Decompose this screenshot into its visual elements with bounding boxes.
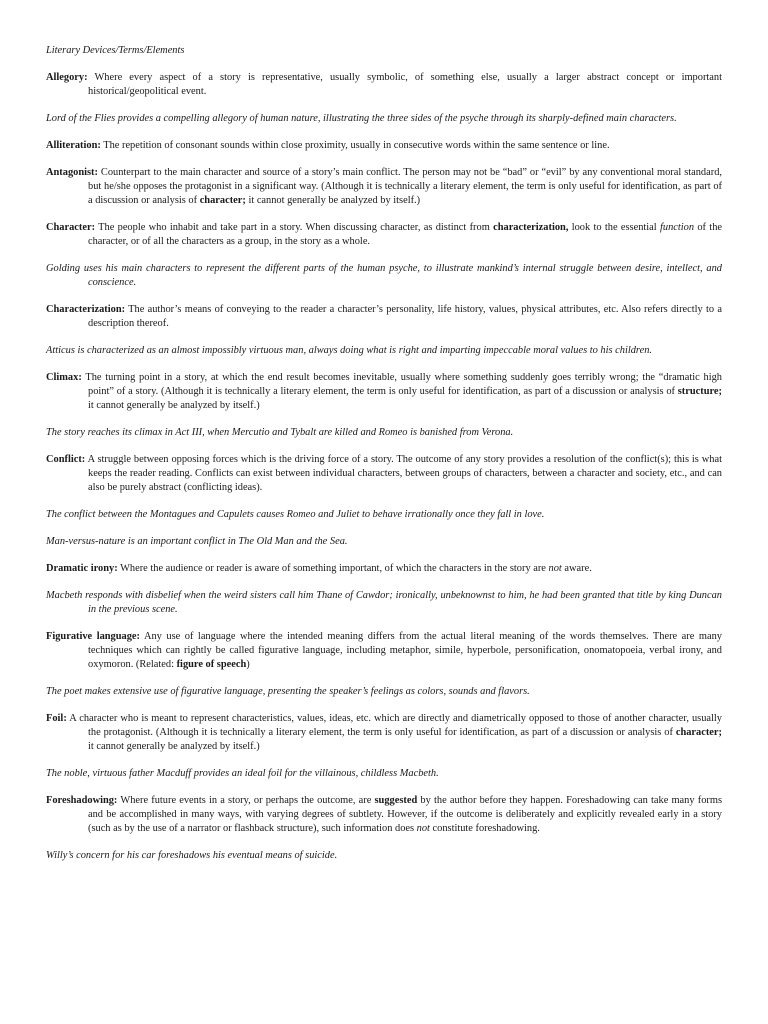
definition-text: it cannot generally be analyzed by itself.) [88,400,260,411]
example-character: Golding uses his main characters to represent the different parts of the human psyche, to illustrate mankind’s internal struggle between desire, intellect, and conscience. [46,263,722,288]
definition-text: of the character, or of all the characters as a group, in the story as a whole. [88,222,723,247]
term-characterization: Characterization: [46,304,126,315]
example-foil: The noble, virtuous father Macduff provides an ideal foil for the villainous, childless Macbeth. [46,768,439,779]
definition-text: The people who inhabit and take part in a story. When discussing character, as distinct from [95,222,494,233]
bold-reference: figure of speech [176,659,247,670]
bold-reference: characterization, [493,222,569,233]
document-title: Literary Devices/Terms/Elements [46,45,185,56]
italic-reference: not [416,823,430,834]
definition-text: Where the audience or reader is aware of something important, of which the characters in the story are [117,563,549,574]
definition-climax [46,371,722,413]
term-climax: Climax: [46,372,82,383]
definition-alliteration [46,139,722,153]
definition-text: A struggle between opposing forces which is the driving force of a story. The outcome of any story provides a resolution of the conflict(s); this is what keeps the reader reading. Conflicts can exist between individual characters, between groups of characters, between a character and society, etc., and can also be purely abstract (conflicting ideas). [85,454,722,493]
definition-text: The repetition of consonant sounds within close proximity, usually in consecutive words within the same sentence or line. [100,140,610,151]
definition-text: it cannot generally be analyzed by itself.) [88,741,260,752]
definition-text: aware. [561,563,592,574]
example-foreshadowing: Willy’s concern for his car foreshadows his eventual means of suicide. [46,850,338,861]
definition-allegory [46,71,722,99]
term-conflict: Conflict: [46,454,86,465]
definition-figurative-language [46,630,722,672]
definition-text: ) [246,659,250,670]
term-antagonist: Antagonist: [46,167,98,178]
example-allegory: Lord of the Flies provides a compelling allegory of human nature, illustrating the three sides of the psyche through its sharply-defined main characters. [46,113,677,124]
definition-text: Where every aspect of a story is representative, usually symbolic, of something else, usually a larger abstract concept or important historical/geopolitical event. [87,72,722,97]
definition-antagonist [46,166,722,208]
bold-reference: suggested [374,795,418,806]
term-character: Character: [46,222,96,233]
definition-text: by the author before they happen. Foreshadowing can take many forms and be accomplished in many ways, with varying degrees of subtlety. However, if the outcome is deliberately and explicitly revealed early in a story (such as by the use of a narrator or flashback structure), such information does [88,795,722,834]
definition-text: it cannot generally be analyzed by itself.) [245,195,421,206]
bold-reference: character; [199,195,246,206]
italic-reference: not [548,563,562,574]
term-alliteration: Alliteration: [46,140,101,151]
definition-text: Where future events in a story, or perhaps the outcome, are [117,795,375,806]
term-foreshadowing: Foreshadowing: [46,795,118,806]
bold-reference: character; [675,727,722,738]
example-figurative-language: The poet makes extensive use of figurative language, presenting the speaker’s feelings as colors, sounds and flavors. [46,686,530,697]
term-foil: Foil: [46,713,67,724]
definition-text: constitute foreshadowing. [429,823,540,834]
term-dramatic-irony: Dramatic irony: [46,563,118,574]
definition-text: A character who is meant to represent characteristics, values, ideas, etc. which are directly and diametrically opposed to those of another character, usually the protagonist. (Although it is technically a literary element, the term is only useful for identification, as part of a discussion or analysis of [66,713,722,738]
definition-foreshadowing [46,794,722,836]
definition-dramatic-irony [46,562,722,576]
definition-text: The author’s means of conveying to the reader a character’s personality, life history, values, physical attributes, etc. Also refers directly to a description thereof. [88,304,722,329]
definition-character [46,221,722,249]
definition-text: Counterpart to the main character and source of a story’s main conflict. The person may not be “bad” or “evil” by any conventional moral standard, but he/she opposes the protagonist in a significant way. (Although it is technically a literary element, the term is only useful for identification, as part of a discussion or analysis of [88,167,722,206]
definition-text: Any use of language where the intended meaning differs from the actual literal meaning of the words themselves. There are many techniques which can rightly be called figurative language, including metaphor, simile, hyperbole, personification, onomatopoeia, verbal irony, and oxymoron. (Related: [88,631,722,670]
definition-foil [46,712,722,754]
example-climax: The story reaches its climax in Act III, when Mercutio and Tybalt are killed and Romeo is banished from Verona. [46,427,514,438]
example-dramatic-irony: Macbeth responds with disbelief when the weird sisters call him Thane of Cawdor; ironically, unbeknownst to him, he had been granted that title by king Duncan in the previous scene. [46,590,722,615]
bold-reference: structure; [677,386,722,397]
example-conflict-2: Man-versus-nature is an important conflict in The Old Man and the Sea. [46,536,348,547]
example-characterization: Atticus is characterized as an almost impossibly virtuous man, always doing what is right and imparting impeccable moral values to his children. [46,345,652,356]
example-conflict-1: The conflict between the Montagues and Capulets causes Romeo and Juliet to behave irrationally once they fall in love. [46,509,545,520]
definition-text: look to the essential [568,222,660,233]
definition-characterization [46,303,722,331]
definition-conflict [46,453,722,495]
term-allegory: Allegory: [46,72,88,83]
italic-reference: function [659,222,695,233]
definition-text: The turning point in a story, at which the end result becomes inevitable, usually where something suddenly goes terribly wrong; the “dramatic high point” of a story. (Although it is technically a literary element, the term is only useful for identification, as part of a discussion or analysis of [81,372,722,397]
term-figurative-language: Figurative language: [46,631,140,642]
